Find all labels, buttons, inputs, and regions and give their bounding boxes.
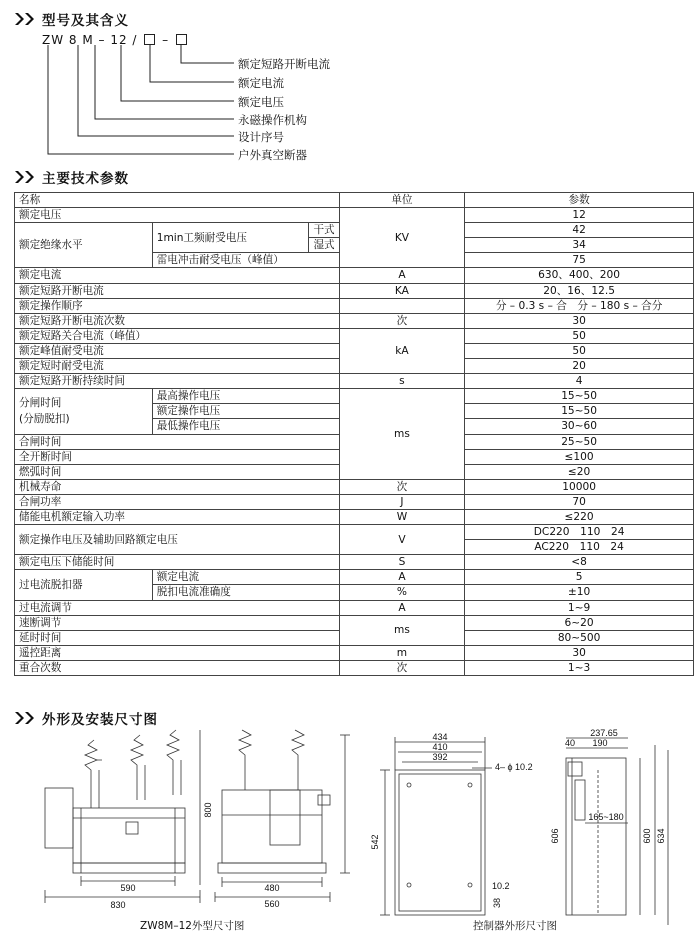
table-row [15, 374, 694, 389]
row-value: 15~50 [465, 389, 694, 404]
row-subname: 湿式 [309, 238, 339, 253]
row-unit: m [339, 645, 465, 660]
row-value: 6~20 [465, 615, 694, 630]
row-name: 合闸时间 [15, 434, 340, 449]
row-subname: 雷电冲击耐受电压（峰值） [152, 253, 339, 268]
section-title-text: 型号及其含义 [42, 13, 129, 29]
row-name: 遥控距离 [15, 645, 340, 660]
table-row [15, 645, 694, 660]
model-code-prefix: ZW 8 M – 12 / [42, 33, 138, 47]
row-subname: 脱扣电流准确度 [152, 585, 339, 600]
double-chevron-icon [14, 171, 36, 183]
row-unit: W [339, 509, 465, 524]
table-row [15, 208, 694, 223]
row-value: ≤20 [465, 464, 694, 479]
dim-165-180: 165~180 [588, 812, 624, 822]
table-row [15, 479, 694, 494]
row-value: 20、16、12.5 [465, 283, 694, 298]
row-value: 75 [465, 253, 694, 268]
table-row [15, 268, 694, 283]
dim-560: 560 [264, 899, 280, 909]
row-unit: KA [339, 283, 465, 298]
row-subname: 干式 [309, 223, 339, 238]
row-name: 储能电机额定输入功率 [15, 509, 340, 524]
table-row [15, 660, 694, 675]
row-name: 额定绝缘水平 [15, 223, 153, 268]
row-name: 额定短路开断持续时间 [15, 374, 340, 389]
breaker-side-view [218, 730, 330, 873]
dim-392: 392 [432, 752, 448, 762]
row-unit: ms [339, 389, 465, 480]
row-unit: s [339, 374, 465, 389]
row-name: 全开断时间 [15, 449, 340, 464]
row-name: 延时时间 [15, 630, 340, 645]
row-name: 速断调节 [15, 615, 340, 630]
dim-800: 800 [203, 802, 213, 818]
row-subname: 最高操作电压 [152, 389, 339, 404]
row-name: 额定电压 [15, 208, 340, 223]
row-value: <8 [465, 555, 694, 570]
row-value: 80~500 [465, 630, 694, 645]
dim-634: 634 [656, 828, 666, 844]
row-value: 50 [465, 328, 694, 343]
row-value: 12 [465, 208, 694, 223]
row-name: 额定短时耐受电流 [15, 359, 340, 374]
row-value: ≤100 [465, 449, 694, 464]
dimension-drawings [0, 728, 700, 937]
row-value: 30 [465, 645, 694, 660]
row-name-line: 分闸时间 [19, 397, 62, 410]
caption-breaker: ZW8M–12外型尺寸图 [140, 920, 245, 932]
spec-table [14, 192, 694, 676]
row-value: DC220 110 24 [465, 525, 694, 540]
table-row [15, 555, 694, 570]
dim-830: 830 [110, 900, 126, 910]
row-unit: A [339, 600, 465, 615]
table-row [15, 389, 694, 404]
row-value: 分 – 0.3 s – 合 分 – 180 s – 合分 [465, 298, 694, 313]
row-unit: ms [339, 615, 465, 645]
row-value: 50 [465, 343, 694, 358]
row-unit: 次 [339, 660, 465, 675]
row-unit: KV [339, 208, 465, 268]
table-row [15, 328, 694, 343]
row-subname: 额定操作电压 [152, 404, 339, 419]
row-value: 70 [465, 494, 694, 509]
row-name: 额定短路关合电流（峰值） [15, 328, 340, 343]
row-unit [339, 298, 465, 313]
table-row [15, 600, 694, 615]
header-value: 参数 [465, 193, 694, 208]
row-name: 额定峰值耐受电流 [15, 343, 340, 358]
dim-40: 40 [564, 738, 576, 748]
model-label-actuator: 永磁操作机构 [238, 113, 307, 127]
row-value: 1~3 [465, 660, 694, 675]
table-row [15, 615, 694, 630]
row-unit: A [339, 570, 465, 585]
row-value: 5 [465, 570, 694, 585]
dim-600: 600 [642, 828, 652, 844]
model-label-type: 户外真空断器 [238, 148, 307, 162]
table-row [15, 283, 694, 298]
row-unit: kA [339, 328, 465, 373]
model-label-design-no: 设计序号 [238, 130, 284, 144]
table-row [15, 298, 694, 313]
row-name [15, 389, 153, 434]
row-name: 额定操作顺序 [15, 298, 340, 313]
row-value: 30~60 [465, 419, 694, 434]
row-value: 4 [465, 374, 694, 389]
row-name: 额定短路开断电流次数 [15, 313, 340, 328]
row-name: 额定短路开断电流 [15, 283, 340, 298]
dim-10-2: 10.2 [492, 881, 510, 891]
dim-410: 410 [432, 742, 448, 752]
row-value: 20 [465, 359, 694, 374]
header-unit: 单位 [339, 193, 465, 208]
section-title-drawings [14, 708, 158, 728]
section-title-specs [14, 167, 129, 187]
row-unit: A [339, 268, 465, 283]
dim-606: 606 [550, 828, 560, 844]
header-name: 名称 [15, 193, 340, 208]
dim-590: 590 [120, 883, 136, 893]
double-chevron-icon [14, 712, 36, 724]
row-unit: V [339, 525, 465, 555]
section-title-text: 外形及安装尺寸图 [42, 712, 158, 728]
row-name: 合闸功率 [15, 494, 340, 509]
table-row [15, 570, 694, 585]
row-value: 630、400、200 [465, 268, 694, 283]
row-name: 重合次数 [15, 660, 340, 675]
row-subname: 1min工频耐受电压 [152, 223, 309, 253]
table-row [15, 525, 694, 540]
model-label-breaking-current: 额定短路开断电流 [238, 57, 330, 71]
table-header [15, 193, 694, 208]
row-name: 过电流调节 [15, 600, 340, 615]
row-value: ≤220 [465, 509, 694, 524]
row-value: 42 [465, 223, 694, 238]
table-row [15, 509, 694, 524]
dim-542: 542 [370, 834, 380, 850]
dim-190: 190 [592, 738, 608, 748]
model-leader-lines [0, 0, 700, 170]
table-row [15, 494, 694, 509]
row-name: 额定电压下储能时间 [15, 555, 340, 570]
controller-side-view [566, 758, 626, 915]
dim-480: 480 [264, 883, 280, 893]
row-name: 燃弧时间 [15, 464, 340, 479]
model-label-rated-voltage: 额定电压 [238, 95, 284, 109]
dim-434: 434 [432, 732, 448, 742]
row-unit: S [339, 555, 465, 570]
row-value: 34 [465, 238, 694, 253]
row-name: 过电流脱扣器 [15, 570, 153, 600]
row-unit: 次 [339, 479, 465, 494]
row-value: 1~9 [465, 600, 694, 615]
dim-237-65: 237.65 [590, 728, 618, 738]
row-name: 机械寿命 [15, 479, 340, 494]
row-subname: 最低操作电压 [152, 419, 339, 434]
section-title-text: 主要技术参数 [42, 171, 129, 187]
row-name-line: (分励脱扣) [19, 413, 70, 426]
caption-controller: 控制器外形尺寸图 [473, 920, 557, 932]
row-value: 10000 [465, 479, 694, 494]
row-unit: J [339, 494, 465, 509]
row-value: 25~50 [465, 434, 694, 449]
model-code-dash: – [162, 33, 170, 47]
dim-38: 38 [492, 897, 502, 909]
row-value: AC220 110 24 [465, 540, 694, 555]
row-unit: 次 [339, 313, 465, 328]
breaker-front-view [45, 730, 185, 873]
row-value: 15~50 [465, 404, 694, 419]
row-name: 额定电流 [15, 268, 340, 283]
row-name: 额定操作电压及辅助回路额定电压 [15, 525, 340, 555]
controller-front-view [395, 770, 485, 915]
table-row [15, 313, 694, 328]
model-label-rated-current: 额定电流 [238, 76, 284, 90]
dim-hole: 4– ϕ 10.2 [495, 762, 533, 772]
row-value: ±10 [465, 585, 694, 600]
row-unit: % [339, 585, 465, 600]
row-subname: 额定电流 [152, 570, 339, 585]
row-value: 30 [465, 313, 694, 328]
